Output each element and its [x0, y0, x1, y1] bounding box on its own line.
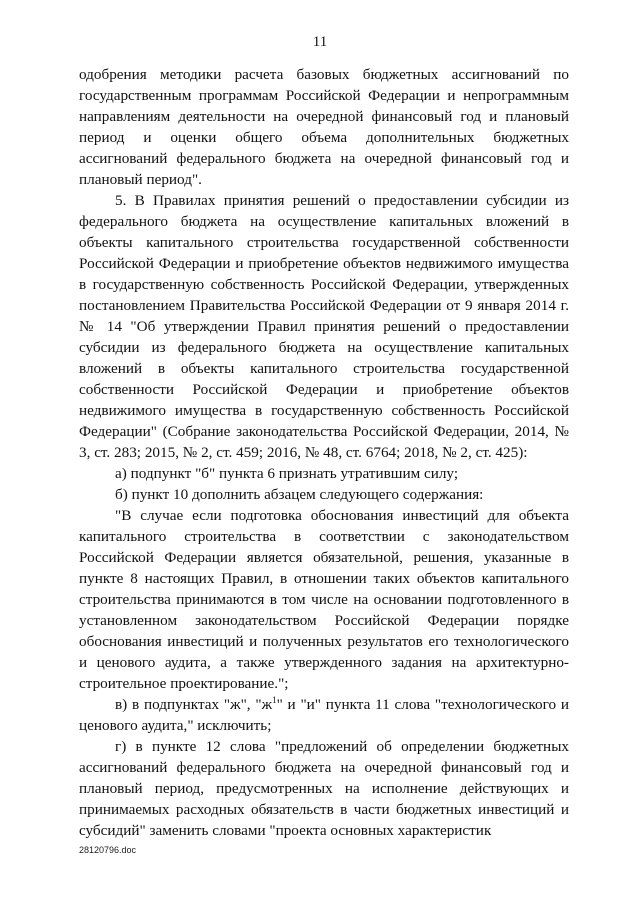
subitem-v-superscript: 1: [272, 694, 277, 705]
paragraph-item-5: 5. В Правилах принятия решений о предоставлении субсидии из федерального бюджета на осуществление капитальных вложений в объекты капитального строительства государственной собственности Российской Федерации и приобретение объектов недвижимого имущества в государственную собственность Российской Федерации, утвержденных постановлением Правительства Российской Федерации от 9 января 2014 г. № 14 "Об утверждении Правил принятия решений о предоставлении субсидии из федерального бюджета на осуществление капитальных вложений в объекты капитального строительства государственной собственности Российской Федерации и приобретение объектов недвижимого имущества в государственную собственность Российской Федерации" (Собрание законодательства Российской Федерации, 2014, № 3, ст. 283; 2015, № 2, ст. 459; 2016, № 48, ст. 6764; 2018, № 2, ст. 425):: [79, 192, 569, 461]
paragraph-subitem-g: г) в пункте 12 слова "предложений об определении бюджетных ассигнований федерального бюджета на очередной финансовый год и плановый период, предусмотренных на исполнение действующих и принимаемых расходных обязательств в части бюджетных инвестиций и субсидий" заменить словами "проекта основных характеристик: [79, 738, 569, 839]
paragraph-quote: "В случае если подготовка обоснования инвестиций для объекта капитального строительства в соответствии с законодательством Российской Федерации является обязательной, решения, указанные в пункте 8 настоящих Правил, в отношении таких объектов капитального строительства принимаются в том числе на основании подготовленного в установленном законодательством Российской Федерации порядке обоснования инвестиций и полученных результатов его технологического и ценового аудита, а также утвержденного задания на архитектурно-строительное проектирование.";: [79, 507, 569, 692]
paragraph-subitem-v: [79, 694, 569, 736]
document-body: [79, 64, 569, 841]
subitem-v-text-before: в) в подпунктах "ж", "ж: [115, 696, 273, 713]
page-number: 11: [312, 34, 328, 50]
paragraph-subitem-b: б) пункт 10 дополнить абзацем следующего содержания:: [115, 486, 484, 503]
paragraph-subitem-a: а) подпункт "б" пункта 6 признать утратившим силу;: [115, 465, 459, 482]
footer-doc-id: 28120796.doc: [79, 845, 137, 855]
subitem-v-text-after: " и "и" пункта 11 слова "технологического и ценового аудита," исключить;: [79, 696, 569, 734]
paragraph-continuation: одобрения методики расчета базовых бюджетных ассигнований по государственным программам Российской Федерации и непрограммным направлениям деятельности на очередной финансовый год и плановый период и оценки общего объема дополнительных бюджетных ассигнований федерального бюджета на очередной финансовый год и плановый период".: [79, 66, 569, 188]
